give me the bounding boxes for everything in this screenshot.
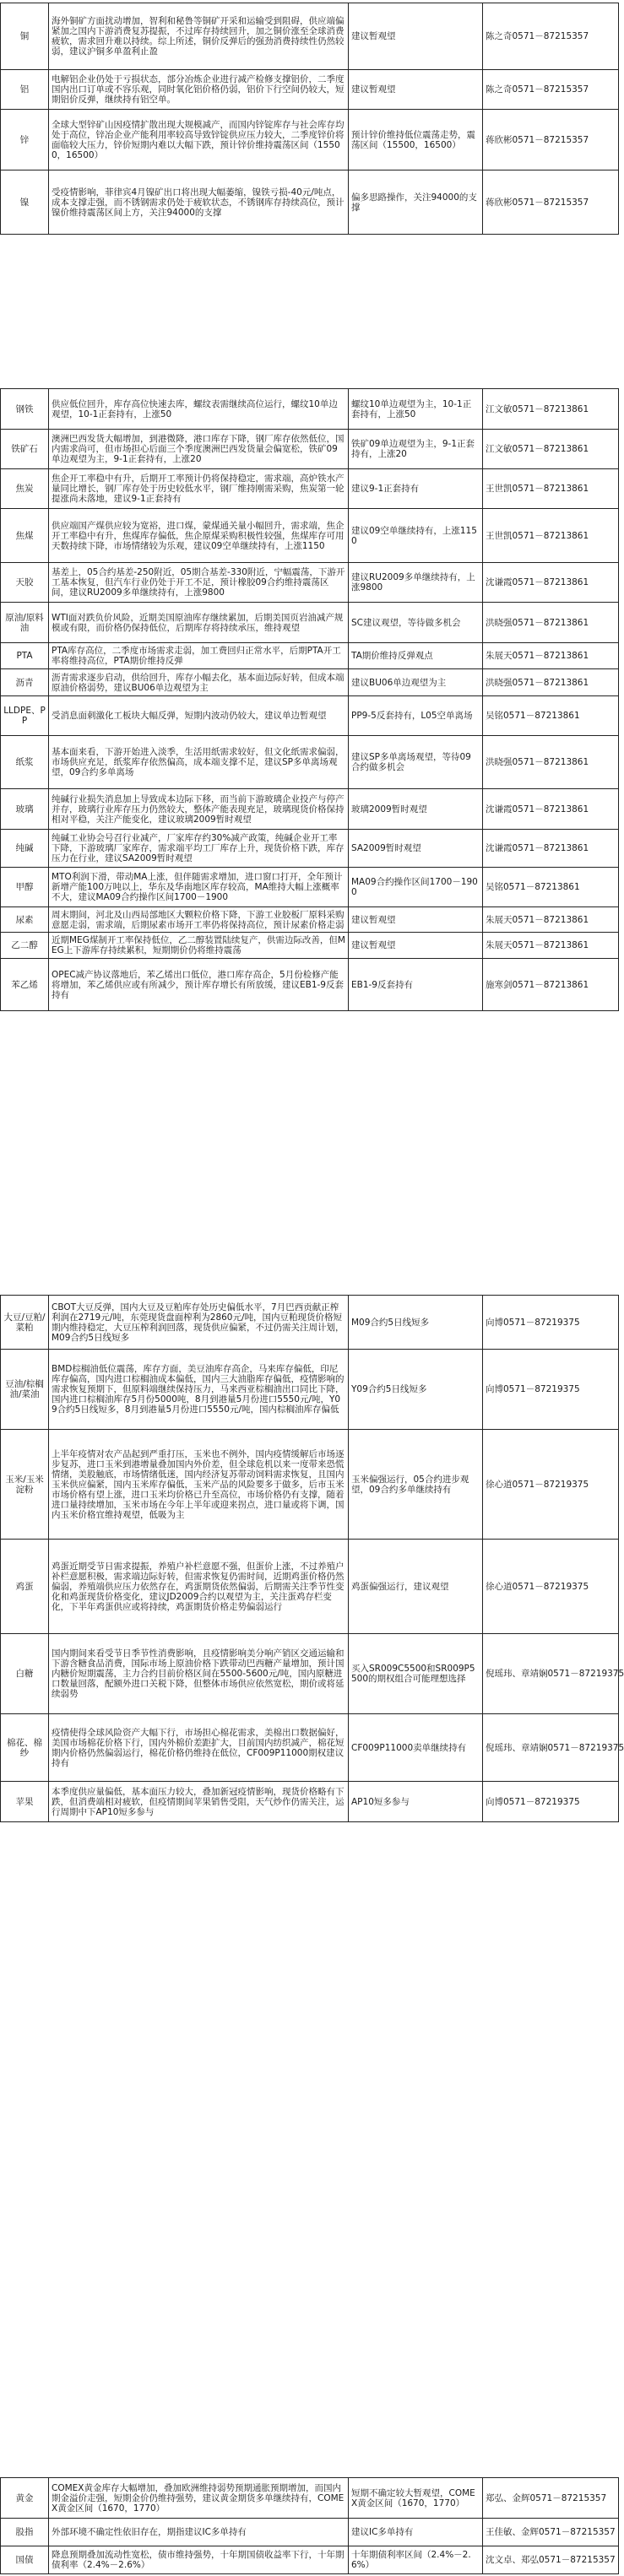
analysis-cell: 受消息面刺激化工板块大幅反弹，短期内波动仍较大，建议单边暂观望: [49, 696, 349, 736]
analysis-cell: 疫情使得全球风险资产大幅下行，市场担心棉花需求，美棉出口数据偏好，美国市场棉花价格下行，国内外棉价差距扩大，目前国内纺织减产，棉花短期内价格仍然偏弱运行，棉花价格仍维持在低位，CF009P11000期权建议持有: [49, 1714, 349, 1782]
strategy-table: [0, 3, 619, 235]
strategy-cell: SC建议观望，等待做多机会: [349, 603, 483, 643]
strategy-cell: 建议9-1正套持有: [349, 469, 483, 509]
strategy-cell: 建议暂观望: [349, 70, 483, 110]
analyst-cell: 向博0571－87219375: [483, 1350, 619, 1430]
strategy-cell: 玻璃2009暂时观望: [349, 789, 483, 830]
commodity-cell: 铜: [1, 3, 49, 70]
analyst-cell: 朱展天0571－87213861: [483, 933, 619, 959]
analysis-cell: 电解铝企业仍处于亏损状态，部分冶炼企业进行减产检修支撑铝价，二季度国内出口订单或不容乐观，同时氧化铝价格仍弱，铝价下行空间仍较大，短期铝价反弹，继续持有铝空单。: [49, 70, 349, 110]
commodity-cell: 乙二醇: [1, 933, 49, 959]
strategy-cell: 预计锌价维持低位震荡走势，震荡区间（15500，16500）: [349, 110, 483, 170]
commodity-cell: 钢铁: [1, 389, 49, 430]
analysis-cell: 纯碱行业损失消息加上导致成本边际下移，而当前下游玻璃企业投产与停产并存，玻璃行业库存压力仍然较大，整体产能表现充足，玻璃现货价格保持相对平稳，关注产能变化，建议玻璃2009暂时观望: [49, 789, 349, 830]
table-row: [1, 868, 619, 907]
analyst-cell: 郑弘、金辉0571－87215357: [483, 2478, 619, 2519]
strategy-cell: SA2009暂时观望: [349, 830, 483, 868]
strategy-table: [0, 2477, 619, 2574]
commodity-cell: 镍: [1, 170, 49, 235]
analyst-cell: 向博0571－87219375: [483, 1782, 619, 1822]
table-row: [1, 1782, 619, 1822]
analyst-cell: 朱展天0571－87213861: [483, 643, 619, 669]
analyst-cell: 蒋欣彬0571－87215357: [483, 170, 619, 235]
table-row: [1, 110, 619, 170]
analyst-cell: 施寒剑0571－87213861: [483, 959, 619, 1011]
table-row: [1, 170, 619, 235]
table-row: [1, 2519, 619, 2546]
strategy-cell: 买入SR009C5500和SR009P5500的期权组合可能理想选择: [349, 1634, 483, 1714]
commodity-cell: 原油/原料油: [1, 603, 49, 643]
analysis-cell: 外部环境不确定性依旧存在，期指建议IC多单持有: [49, 2519, 349, 2546]
commodity-cell: 尿素: [1, 907, 49, 933]
table-row: [1, 696, 619, 736]
table-row: [1, 736, 619, 789]
analyst-cell: 沈谦霞0571－87213861: [483, 789, 619, 830]
analysis-cell: 上半年疫情对农产品起到严重打压，玉米也不例外，国内疫情缓解后市场逐步复苏，进口玉米到港增量叠加国内外价差，但全球危机以来一度带来恐慌情绪，美股触底，市场情绪低迷，国内经济复苏带动饲料需求恢复，且国内玉米供应偏紧，国内玉米库存偏低，玉米产品的风险要多于做多，后市玉米市场价格有望上涨，进口玉米均价格已升至高位，市场价格仍有支撑，随着进口量持续增加，玉米市场在今年上半年或迎来拐点，进口量或将下调，国内玉米价格宜维持观望，低吸为主: [49, 1430, 349, 1540]
table-row: [1, 1634, 619, 1714]
analyst-cell: 吴铭0571－87213861: [483, 696, 619, 736]
table-row: [1, 2478, 619, 2519]
analysis-cell: 受疫情影响，菲律宾4月镍矿出口将出现大幅萎缩，镍铁亏损-40元/吨点，成本支撑走强，而不锈钢需求仍处于疲软状态，不锈钢库存持续高位，预计镍价维持震荡区间上方，关注94000的支撑: [49, 170, 349, 235]
commodity-cell: 天胶: [1, 563, 49, 603]
analysis-cell: BMD棕榈油低位震荡，库存方面，美豆油库存高企，马来库存偏低，印尼库存偏高，国内进口棕榈油成本偏低，国内三大油脂库存偏低，疫情影响的需求恢复预期下，但原料端继续保持压力，马来西亚棕榈油出口同比下降，国内进口棕榈油库存5月份5000吨，8月到港量5月份进口5550元/吨，Y09合约5日线短多，8月到港量5月份进口5550元/吨，国内棕榈油库存偏低: [49, 1350, 349, 1430]
analysis-cell: PTA库存高位，二季度市场需求走弱，加工费回归正常水平，后期PTA开工率将维持高位，PTA期价维持反弹: [49, 643, 349, 669]
strategy-cell: 建议IC多单持有: [349, 2519, 483, 2546]
analyst-cell: 吴铭0571－87213861: [483, 868, 619, 907]
commodity-cell: 锌: [1, 110, 49, 170]
analysis-cell: 本季度供应量偏低，基本面压力较大，叠加新冠疫情影响，现货价格略有下跌，但消费端相对疲软，但疫情期间苹果销售受阻，天气炒作仍需关注，运行周期中下AP10短多参与: [49, 1782, 349, 1822]
analyst-cell: 倪瑶玮、章靖娴0571－87219375: [483, 1634, 619, 1714]
commodity-cell: 焦煤: [1, 509, 49, 563]
analysis-cell: OPEC减产协议落地后，苯乙烯出口低位，港口库存高企，5月份检修产能将增加，苯乙烯供应或有所减少，预计库存增长有所放缓，建议EB1-9反套持有: [49, 959, 349, 1011]
table-row: [1, 669, 619, 696]
analyst-cell: 王世凯0571－87213861: [483, 469, 619, 509]
analysis-cell: COMEX黄金库存大幅增加，叠加欧洲维持弱势预期通胀预期增加，而国内期金溢价走强，短期金价仍维持强势，建议黄金期货多单继续持有，COMEX黄金区间（1670，1770）: [49, 2478, 349, 2519]
commodity-cell: 玻璃: [1, 789, 49, 830]
commodity-cell: 股指: [1, 2519, 49, 2546]
strategy-cell: 建议RU2009多单继续持有，上涨9800: [349, 563, 483, 603]
strategy-cell: 建议暂观望: [349, 933, 483, 959]
strategy-cell: 玉米偏强运行，05合约进步观望，09合约多单继续持有: [349, 1430, 483, 1540]
table-row: [1, 959, 619, 1011]
strategy-cell: 短期不确定较大暂观望，COMEX黄金区间（1670，1770）: [349, 2478, 483, 2519]
analysis-cell: MTO利润下滑，带动MA上涨，但伴随需求增加，进口窗口打开，全年预计新增产能100万吨以上，华东及华南地区库存较高，MA维持大幅上涨概率不大，建议MA09合约操作区间1700－1900: [49, 868, 349, 907]
analyst-cell: 朱展天0571－87213861: [483, 907, 619, 933]
analyst-cell: 洪晓强0571－87213861: [483, 736, 619, 789]
table-row: [1, 3, 619, 70]
table-row: [1, 1430, 619, 1540]
commodity-cell: 铁矿石: [1, 430, 49, 469]
analysis-cell: 基本面来看，下游开始进入淡季，生活用纸需求较好，但文化纸需求偏弱，市场供应充足，纸浆库存依然偏高，成本端支撑不足，建议SP多单离场观望，09合约多单离场: [49, 736, 349, 789]
commodity-cell: 苯乙烯: [1, 959, 49, 1011]
analysis-cell: 全球大型锌矿山因疫情扩散出现大规模减产，而国内锌锭库存与社会库存均处于高位，锌冶企业产能利用率较高导致锌锭供应压力较大，二季度锌价将面临较大压力，锌价短期内难以大幅下跌，预计锌价维持震荡区间（15500，16500）: [49, 110, 349, 170]
table-row: [1, 509, 619, 563]
analysis-cell: 基差上，05合约基差-250附近，05期合基差-330附近，宁幅震荡，下游开工基本恢复，但汽车行业仍处于开工不足，预计橡胶09合约维持震荡区间，建议RU2009多单继续持有，上涨9800: [49, 563, 349, 603]
analysis-cell: 国内期间来看受节日季节性消费影响，且疫情影响美分响产销区交通运输和下游含糖食品消费，国际市场上原油价格下跌带动巴西糖产量增加，预计国内糖价短期震荡，主力合约目前价格区间在5500-5600元/吨，国内原糖进口数量回落，配额外进口关税下降，但整体市场供应依然宽松，期价或将延续弱势: [49, 1634, 349, 1714]
strategy-cell: CF009P11000卖单继续持有: [349, 1714, 483, 1782]
strategy-cell: M09合约5日线短多: [349, 1296, 483, 1350]
analyst-cell: 沈谦霞0571－87213861: [483, 830, 619, 868]
analyst-cell: 陈之奇0571－87215357: [483, 70, 619, 110]
strategy-cell: 建议BU06单边观望为主: [349, 669, 483, 696]
commodity-cell: 焦炭: [1, 469, 49, 509]
analysis-cell: 供应端国产煤供应较为宽裕，进口煤，蒙煤通关量小幅回升，需求端，焦企开工率稳中有升，焦煤库存偏低，焦企原煤采购积极性较强，焦煤库存可用天数持续下降，市场情绪较为乐观，建议09空单继续持有，上涨1150: [49, 509, 349, 563]
analyst-cell: 蒋欣彬0571－87215357: [483, 110, 619, 170]
analyst-cell: 江文敏0571－87213861: [483, 389, 619, 430]
analysis-cell: 焦企开工率稳中有升，后期开工率预计仍将保持稳定，需求端，高炉铁水产量同比增长，钢厂库存处于历史较低水平，钢厂维持刚需采购，焦炭第一轮提涨尚未落地，建议9-1正套持有: [49, 469, 349, 509]
analysis-cell: 澳洲巴西发货大幅增加，到港微降，港口库存下降，钢厂库存依然低位，国内需求尚可，但市场担心后面三个季度澳洲巴西发货量会偏宽松，铁矿09单边观望为主，9-1正套持有，上涨20: [49, 430, 349, 469]
analysis-cell: 供应低位回升，库存高位快速去库，螺纹表需继续高位运行，螺纹10单边观望，10-1正套持有，上涨50: [49, 389, 349, 430]
analyst-cell: 向博0571－87219375: [483, 1296, 619, 1350]
table-row: [1, 430, 619, 469]
analysis-cell: 鸡蛋近期受节日需求提振，养殖户补栏意愿不强，但蛋价上涨，不过养殖户补栏意愿积极，需求端边际好转，但需求恢复仍需时间，近期鸡蛋价格仍然偏弱，养殖端供应压力依然存在，鸡蛋期货依然偏弱，后期需关注季节性变化和鸡蛋现货价格变化，建议JD2009合约以观望为主，关注蛋鸡存栏变化，下半年鸡蛋供应或将持续，鸡蛋期货价格走势偏弱运行: [49, 1540, 349, 1634]
table-row: [1, 1714, 619, 1782]
commodity-cell: PTA: [1, 643, 49, 669]
table-row: [1, 603, 619, 643]
commodity-cell: 纯碱: [1, 830, 49, 868]
analyst-cell: 沈文卓、郑弘0571－87215357: [483, 2546, 619, 2574]
table-row: [1, 70, 619, 110]
analysis-cell: WTI面对跌负价风险，近期美国原油库存继续累加，后期美国页岩油减产规模或有限，而价格仍保持低位，后期库存将持续承压，维持观望: [49, 603, 349, 643]
strategy-cell: 十年期债利率区间（2.4%－2.6%）: [349, 2546, 483, 2574]
table-row: [1, 469, 619, 509]
table-row: [1, 563, 619, 603]
strategy-cell: 鸡蛋偏强运行，建议观望: [349, 1540, 483, 1634]
commodity-cell: LLDPE、PP: [1, 696, 49, 736]
strategy-cell: MA09合约操作区间1700－1900: [349, 868, 483, 907]
analyst-cell: 王佳敏、金辉0571－87215357: [483, 2519, 619, 2546]
commodity-cell: 白糖: [1, 1634, 49, 1714]
table-row: [1, 2546, 619, 2574]
strategy-cell: TA期价维持反弹观点: [349, 643, 483, 669]
strategy-cell: EB1-9反套持有: [349, 959, 483, 1011]
analyst-cell: 王世凯0571－87213861: [483, 509, 619, 563]
table-row: [1, 1350, 619, 1430]
strategy-cell: 铁矿09单边观望为主，9-1正套持有，上涨20: [349, 430, 483, 469]
table-row: [1, 643, 619, 669]
analysis-cell: CBOT大豆反弹，国内大豆及豆粕库存处历史偏低水平，7月巴西贡献正榨利润在2719元/吨，东莞现货盘面榨利为2860元/吨，国内豆粕现货价格短期内维持稳定，大豆压榨利润回落，现货供应偏紧，不过仍需关注周计划，M09合约5日线短多: [49, 1296, 349, 1350]
analysis-cell: 周末期间，河北及山西局部地区大颗粒价格下降，下游工业胶板厂原料采购意愿走弱，需求端，后期尿素市场开工率仍将保持高位，预计尿素价格走弱: [49, 907, 349, 933]
analysis-cell: 沥青需求逐步启动，供给回升，库存小幅去化，基本面边际好转，但成本端原油价格弱势，建议BU06单边观望为主: [49, 669, 349, 696]
strategy-cell: 建议暂观望: [349, 907, 483, 933]
analysis-cell: 纯碱工业协会号召行业减产，厂家库存约30%减产政策，纯碱企业开工率下降，下游玻璃厂家库存，需求端平均工厂库存上升，现货价格下跌，库存压力在行业，建议SA2009暂时观望: [49, 830, 349, 868]
commodity-cell: 甲醇: [1, 868, 49, 907]
commodity-cell: 鸡蛋: [1, 1540, 49, 1634]
commodity-cell: 沥青: [1, 669, 49, 696]
table-row: [1, 789, 619, 830]
analyst-cell: 洪晓强0571－87213861: [483, 669, 619, 696]
strategy-cell: Y09合约5日线短多: [349, 1350, 483, 1430]
commodity-cell: 纸浆: [1, 736, 49, 789]
analysis-cell: 降息预期叠加流动性宽松，债市维持强势，十年期国债收益率下行，十年期债利率（2.4%－2.6%）: [49, 2546, 349, 2574]
commodity-cell: 大豆/豆粕/菜粕: [1, 1296, 49, 1350]
analyst-cell: 徐心道0571－87219375: [483, 1430, 619, 1540]
analysis-cell: 海外铜矿方面扰动增加，智利和秘鲁等铜矿开采和运输受到阻碍，供应端偏紧加之国内下游消费复苏提振，不过库存持续回升，加之铜价涨至全球消费疲软，需求回升难以持续。综上所述，铜价反弹后的强劲消费持续性仍然较弱，建议沪铜多单盈利止盈: [49, 3, 349, 70]
analyst-cell: 洪晓强0571－87213861: [483, 603, 619, 643]
commodity-cell: 豆油/棕榈油/菜油: [1, 1350, 49, 1430]
strategy-table: [0, 388, 619, 1011]
commodity-cell: 国债: [1, 2546, 49, 2574]
commodity-cell: 铝: [1, 70, 49, 110]
table-row: [1, 907, 619, 933]
strategy-cell: PP9-5反套持有，L05空单离场: [349, 696, 483, 736]
table-row: [1, 389, 619, 430]
table-row: [1, 1540, 619, 1634]
commodity-cell: 黄金: [1, 2478, 49, 2519]
commodity-cell: 棉花、棉纱: [1, 1714, 49, 1782]
strategy-cell: 建议09空单继续持有，上涨1150: [349, 509, 483, 563]
analysis-cell: 近期MEG煤制开工率保持低位，乙二醇装置陆续复产，供需边际改善，但MEG上下游库存持续累积，短期期价仍将维持震荡: [49, 933, 349, 959]
table-row: [1, 933, 619, 959]
commodity-cell: 玉米/玉米淀粉: [1, 1430, 49, 1540]
analyst-cell: 陈之奇0571－87215357: [483, 3, 619, 70]
strategy-cell: AP10短多参与: [349, 1782, 483, 1822]
table-row: [1, 1296, 619, 1350]
strategy-table: [0, 1295, 624, 1822]
analyst-cell: 江文敏0571－87213861: [483, 430, 619, 469]
analyst-cell: 沈谦霞0571－87213861: [483, 563, 619, 603]
analyst-cell: 倪瑶玮、章靖娴0571－87219375: [483, 1714, 619, 1782]
table-row: [1, 830, 619, 868]
analyst-cell: 徐心道0571－87219375: [483, 1540, 619, 1634]
strategy-cell: 建议暂观望: [349, 3, 483, 70]
strategy-cell: 螺纹10单边观望为主，10-1正套持有，上涨50: [349, 389, 483, 430]
strategy-cell: 建议SP多单离场观望，等待09合约做多机会: [349, 736, 483, 789]
strategy-cell: 偏多思路操作，关注94000的支撑: [349, 170, 483, 235]
commodity-cell: 苹果: [1, 1782, 49, 1822]
